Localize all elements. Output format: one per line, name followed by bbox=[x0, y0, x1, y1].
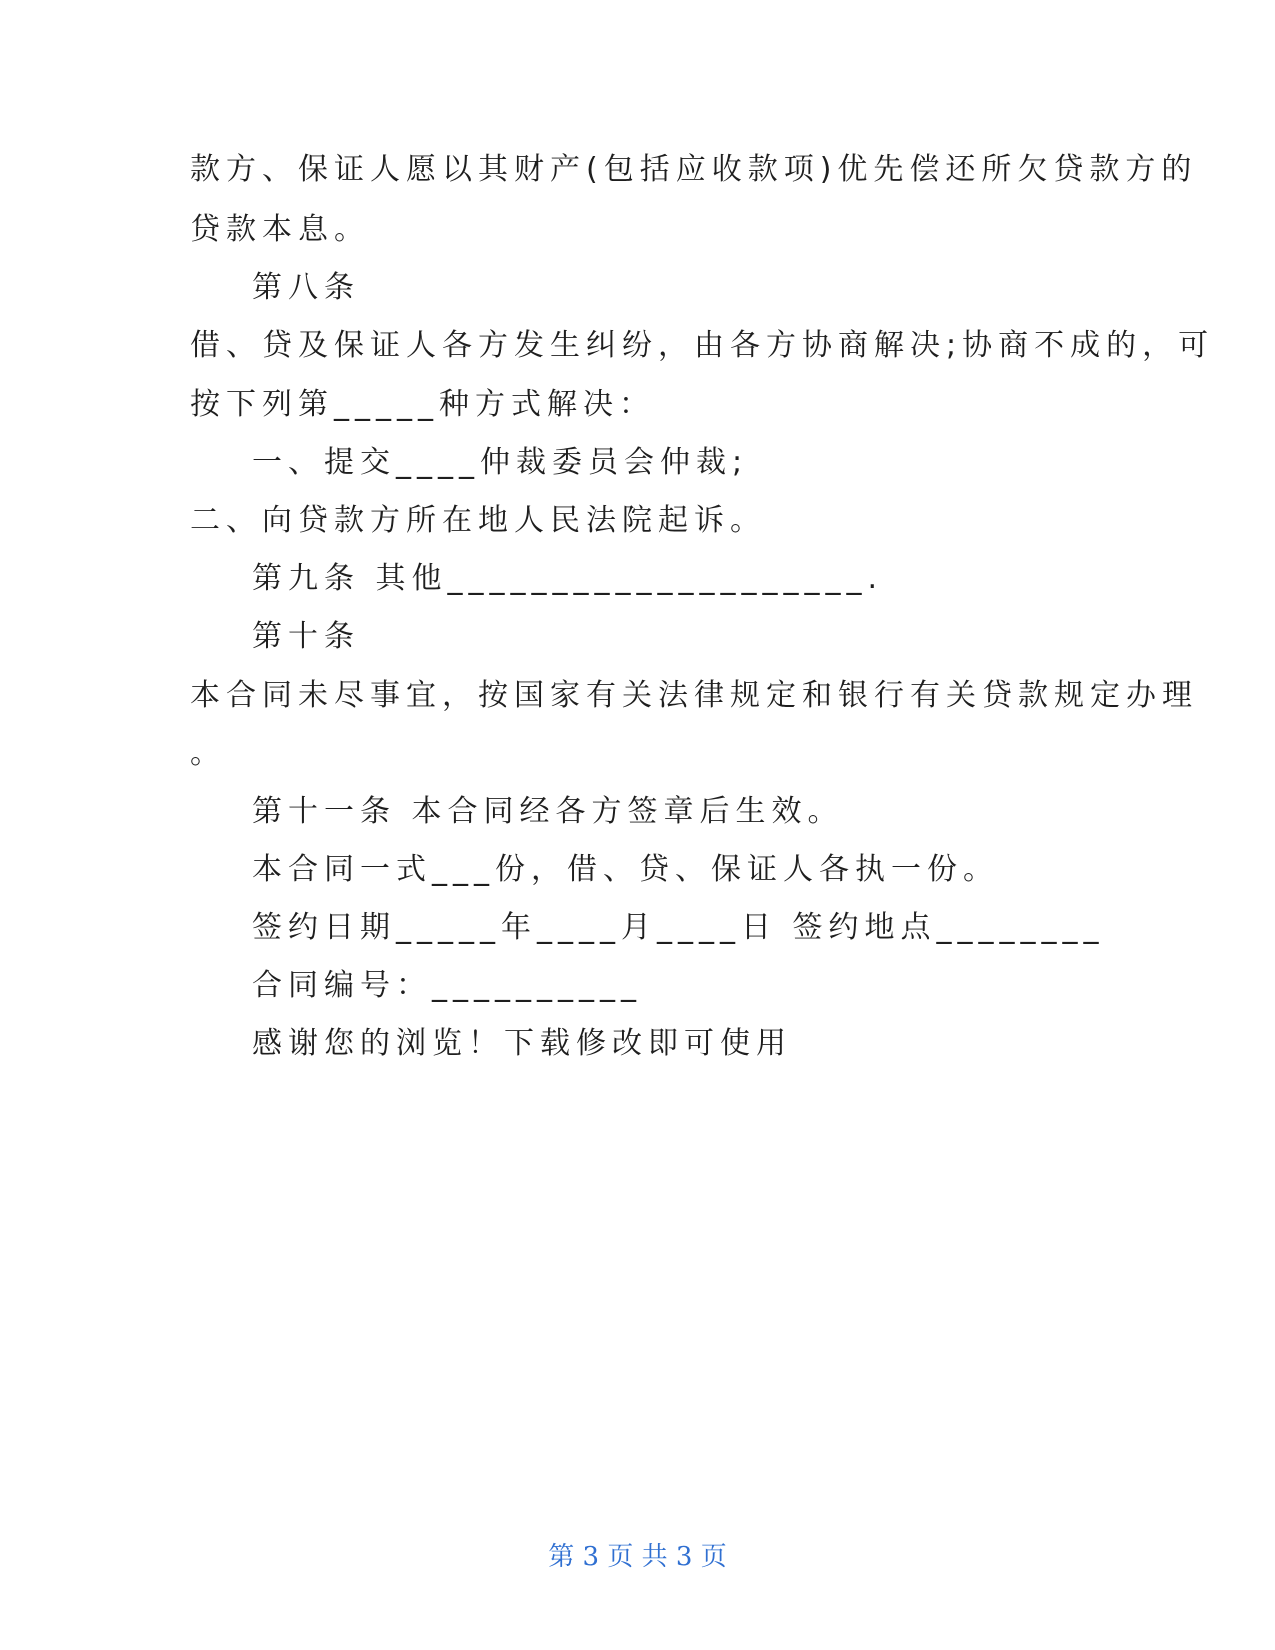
text-line-1: 款方、保证人愿以其财产(包括应收款项)优先偿还所欠贷款方的 bbox=[190, 152, 1198, 187]
article-10-heading: 第十条 bbox=[252, 619, 360, 654]
article-9: 第九条 其他____________________. bbox=[252, 561, 884, 596]
text-line-11: 。 bbox=[190, 736, 226, 771]
signing-date-place: 签约日期_____年____月____日 签约地点________ bbox=[252, 910, 1105, 945]
option-arbitration: 一、提交____仲裁委员会仲裁; bbox=[252, 445, 749, 480]
text-line-4: 借、贷及保证人各方发生纠纷，由各方协商解决;协商不成的，可 bbox=[190, 328, 1215, 363]
text-line-10: 本合同未尽事宜，按国家有关法律规定和银行有关贷款规定办理 bbox=[190, 678, 1198, 713]
text-line-2: 贷款本息。 bbox=[190, 212, 370, 247]
article-8-heading: 第八条 bbox=[252, 270, 360, 305]
contract-number: 合同编号：__________ bbox=[252, 968, 642, 1003]
text-line-5: 按下列第_____种方式解决： bbox=[190, 387, 655, 422]
option-court: 二、向贷款方所在地人民法院起诉。 bbox=[190, 503, 766, 538]
page-number-footer: 第 3 页 共 3 页 bbox=[548, 1542, 727, 1572]
copies-clause: 本合同一式___份，借、贷、保证人各执一份。 bbox=[252, 852, 999, 887]
article-11: 第十一条 本合同经各方签章后生效。 bbox=[252, 794, 844, 829]
thanks-note: 感谢您的浏览！下载修改即可使用 bbox=[252, 1026, 792, 1061]
